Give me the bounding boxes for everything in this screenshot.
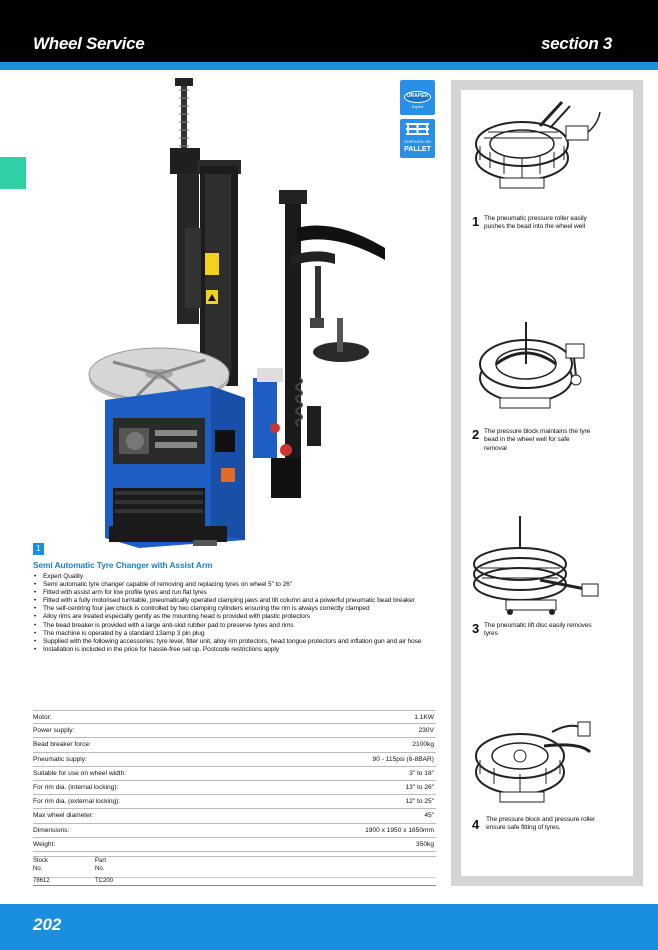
badge-pallet-text: PALLET	[404, 146, 431, 153]
page-header	[0, 0, 658, 62]
table-divider	[33, 877, 436, 878]
step-3-number: 3	[472, 621, 480, 636]
step-4-number: 4	[472, 817, 480, 832]
spec-value: 3" to 18"	[409, 769, 434, 777]
badge-brand-text: DRAPER	[406, 93, 429, 99]
feature-item: • Alloy rims are treated especially gently as the mounting head is provided with plastic protectors	[33, 613, 433, 621]
product-number-badge: 1	[33, 543, 44, 555]
spec-value: 230V	[418, 727, 434, 735]
spec-row	[33, 738, 436, 752]
spec-value: 1.1KW	[414, 714, 434, 721]
header-stripe	[0, 62, 658, 70]
spec-label: Weight:	[33, 840, 56, 848]
spec-label: Power supply:	[33, 727, 75, 735]
spec-row	[33, 753, 436, 767]
spec-value: 350kg	[416, 840, 434, 848]
section-tab-marker	[0, 157, 26, 189]
spec-row	[33, 838, 436, 852]
step-2-text: The pressure block maintains the tyre bead in the wheel well for safe removal	[484, 428, 591, 452]
spec-label: Bead breaker force:	[33, 741, 91, 749]
spec-row	[33, 795, 436, 809]
feature-item: • Installation is included in the price for hassle-free set up. Postcode restrictions apply	[33, 646, 433, 654]
feature-item: • Fitted with assist arm for low profile tyres and run flat tyres	[33, 589, 433, 597]
stock-table	[33, 856, 436, 886]
feature-item: • Semi automatic tyre changer capable of removing and replacing tyres on wheel 5" to 26"	[33, 581, 433, 589]
step-2-illustration	[470, 312, 610, 422]
spec-label: Motor:	[33, 714, 52, 721]
part-no-value: TC200	[95, 878, 114, 884]
page-number: 202	[33, 915, 62, 934]
step-4-text: The pressure block and pressure roller ensure safe fitting of tyres.	[486, 816, 596, 832]
feature-item: • Fitted with a fully motorised turntable, pneumatically operated clamping jaws and tilt column and a powerful pneumatic bead breaker	[33, 597, 433, 605]
spec-label: Max wheel diameter:	[33, 812, 94, 820]
section-label: section 3	[541, 34, 612, 53]
feature-list	[33, 573, 433, 654]
step-2-number: 2	[472, 427, 480, 442]
spec-value: 1900 x 1950 x 1650mm	[365, 826, 434, 834]
step-3-illustration	[470, 512, 610, 622]
stock-no-value: 78612	[33, 878, 50, 884]
stock-no-header: Stock No.	[33, 858, 49, 872]
spec-table	[33, 710, 436, 852]
spec-value: 13" to 26"	[405, 783, 434, 791]
supplied-on-pallet-badge	[400, 119, 435, 158]
spec-value: 2100kg	[412, 741, 434, 749]
badge-supplied-text: SUPPLIED ON	[404, 139, 431, 144]
step-1-illustration	[470, 96, 610, 206]
feature-item: • The bead breaker is provided with a large anti-skid rubber pad to preserve tyres and rims	[33, 622, 433, 630]
feature-item: • Supplied with the following accessories: tyre lever, filter unit, alloy rim protectors, head tongue protectors and inflation gun and air hose	[33, 638, 433, 646]
page-footer	[0, 904, 658, 950]
spec-value: 12" to 25"	[405, 798, 434, 806]
feature-item: • The self-centring four jaw chuck is controlled by two clamping cylinders ensuring the rim is always correctly clamped	[33, 605, 433, 613]
spec-label: Pneumatic supply:	[33, 755, 87, 763]
spec-row	[33, 724, 436, 738]
feature-item: • Expert Quality	[33, 573, 433, 581]
spec-value: 90 - 115psi (6-8BAR)	[372, 755, 434, 763]
spec-value: 45"	[424, 812, 434, 820]
spec-row	[33, 809, 436, 823]
step-3-text: The pneumatic lift disc easily removes tyres	[484, 622, 592, 638]
step-1-number: 1	[472, 214, 480, 229]
product-title: Semi Automatic Tyre Changer with Assist Arm	[33, 560, 213, 570]
spec-label: For rim dia. (internal locking):	[33, 783, 119, 791]
spec-label: Suitable for use on wheel width:	[33, 769, 127, 777]
spec-row	[33, 710, 436, 724]
badge-expert-text: Expert	[411, 104, 424, 109]
spec-label: Dimensions:	[33, 826, 70, 834]
spec-row	[33, 824, 436, 838]
header-title: Wheel Service	[33, 34, 145, 53]
spec-row	[33, 767, 436, 781]
feature-item: • The machine is operated by a standard 13amp 3 pin plug	[33, 630, 433, 638]
spec-label: For rim dia. (external locking):	[33, 798, 121, 806]
part-no-header: Part No.	[95, 858, 107, 872]
step-1-text: The pneumatic pressure roller easily pushes the bead into the wheel well	[484, 215, 587, 231]
spec-row	[33, 781, 436, 795]
tyre-changer-product-image	[85, 78, 390, 548]
draper-expert-badge	[400, 80, 435, 115]
step-4-illustration	[470, 702, 610, 812]
pallet-icon	[406, 123, 429, 135]
